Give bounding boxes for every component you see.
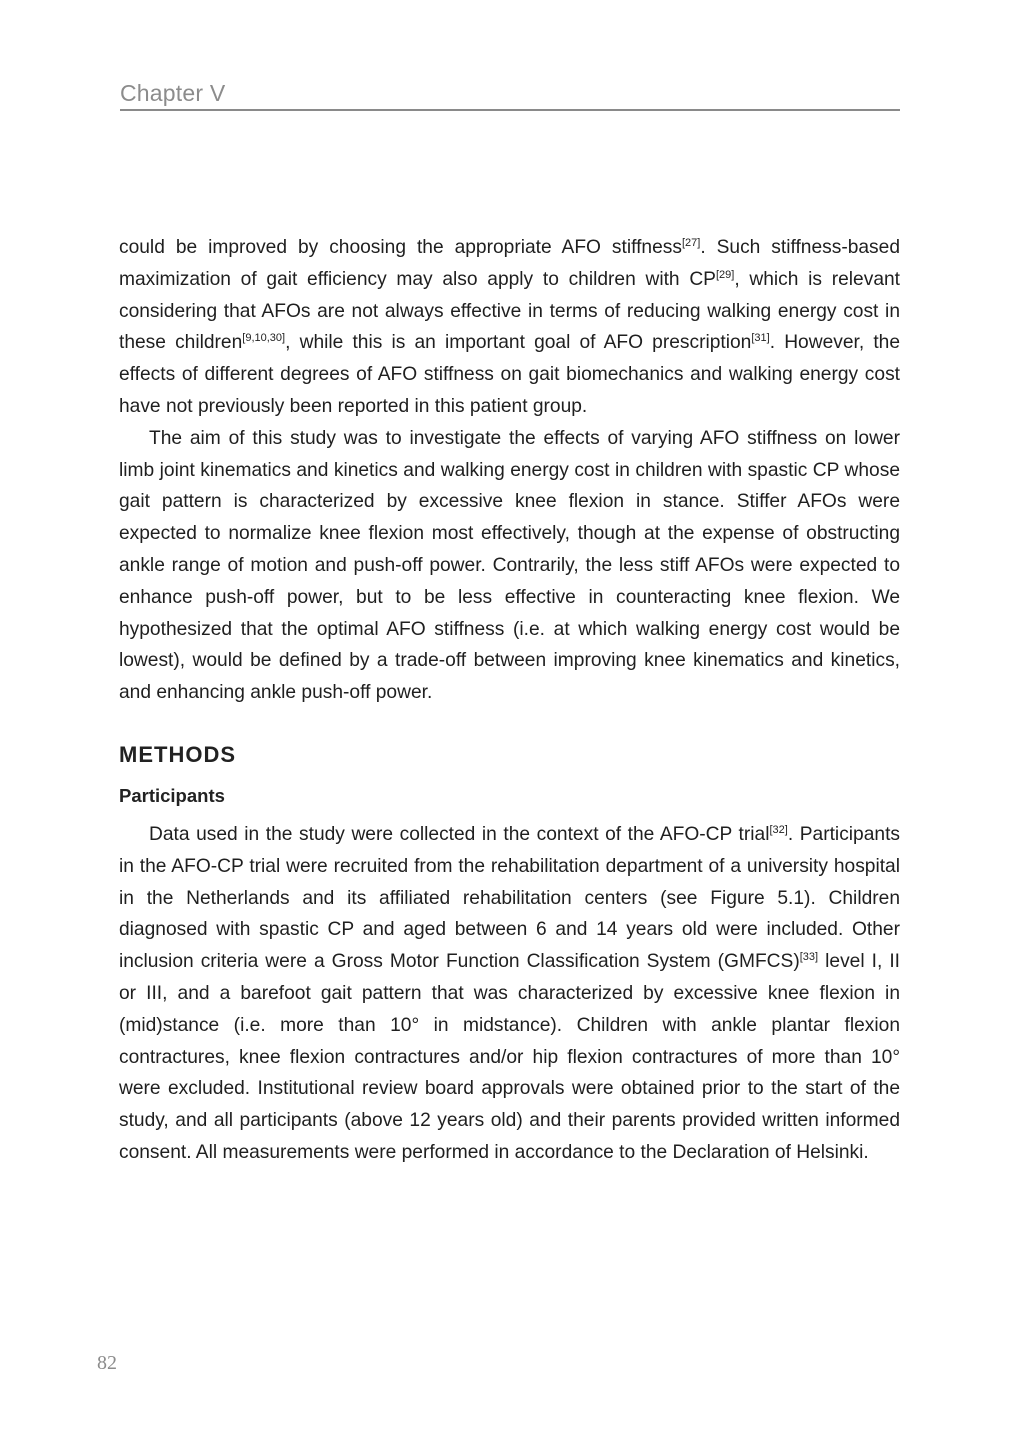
citation-ref: [31] bbox=[751, 332, 770, 345]
text-span: Data used in the study were collected in the context of the AFO-CP trial bbox=[149, 823, 770, 845]
text-span: could be improved by choosing the appropriate AFO stiffness bbox=[119, 237, 682, 258]
text-span: . However, the effects of different degrees of AFO stiffness on gait biomechanics and walking energy cost have not previously been reported in this patient group. bbox=[119, 332, 900, 417]
participants-paragraph bbox=[119, 819, 900, 1169]
text-span: . Participants in the AFO-CP trial were recruited from the rehabilitation department of a university hospital in the Netherlands and its affiliated rehabilitation centers (see Figure 5.1). Children diagnosed with spastic CP and aged between 6 and 14 years old were included. Other inclusion criteria were a Gross Motor Function Classification System (GMFCS) bbox=[119, 823, 900, 973]
aim-paragraph: The aim of this study was to investigate the effects of varying AFO stiffness on lower limb joint kinematics and kinetics and walking energy cost in children with spastic CP whose gait pattern is characterized by excessive knee flexion in stance. Stiffer AFOs were expected to normalize knee flexion most effectively, though at the expense of obstructing ankle range of motion and push-off power. Contrarily, the less stiff AFOs were expected to enhance push-off power, but to be less effective in counteracting knee flexion. We hypothesized that the optimal AFO stiffness (i.e. at which walking energy cost would be lowest), would be defined by a trade-off between improving knee kinematics and kinetics, and enhancing ankle push-off power. bbox=[119, 427, 900, 704]
text-span: , which is relevant considering that AFOs are not always effective in terms of reducing walking energy cost in these children bbox=[119, 268, 900, 354]
citation-ref: [32] bbox=[769, 823, 788, 836]
citation-ref: [29] bbox=[715, 268, 735, 281]
citation-ref: [9,10,30] bbox=[242, 332, 286, 345]
citation-ref: [27] bbox=[681, 237, 701, 249]
running-header bbox=[120, 80, 900, 111]
page-body bbox=[119, 232, 900, 1169]
text-span: , while this is an important goal of AFO prescription bbox=[285, 332, 752, 354]
text-span: level I, II or III, and a barefoot gait pattern that was characterized by excessive knee flexion in (mid)stance (i.e. more than 10° in midstance). Children with ankle plantar flexion contractures, knee flexion contractures and/or hip flexion contractures of more than 10° were excluded. Institutional review board approvals were obtained prior to the start of the study, and all participants (above 12 years old) and their parents provided written informed consent. All measurements were performed in accordance to the Declaration of Helsinki. bbox=[119, 951, 900, 1163]
intro-paragraph-continued bbox=[119, 232, 900, 423]
section-heading-methods: METHODS bbox=[119, 741, 236, 767]
page-number: 82 bbox=[97, 1352, 117, 1374]
subsection-heading-participants: Participants bbox=[119, 784, 225, 806]
text-span: . Such stiffness-based maximization of gait efficiency may also apply to children with CP bbox=[119, 237, 900, 290]
chapter-title: Chapter V bbox=[120, 80, 226, 106]
citation-ref: [33] bbox=[799, 951, 819, 964]
